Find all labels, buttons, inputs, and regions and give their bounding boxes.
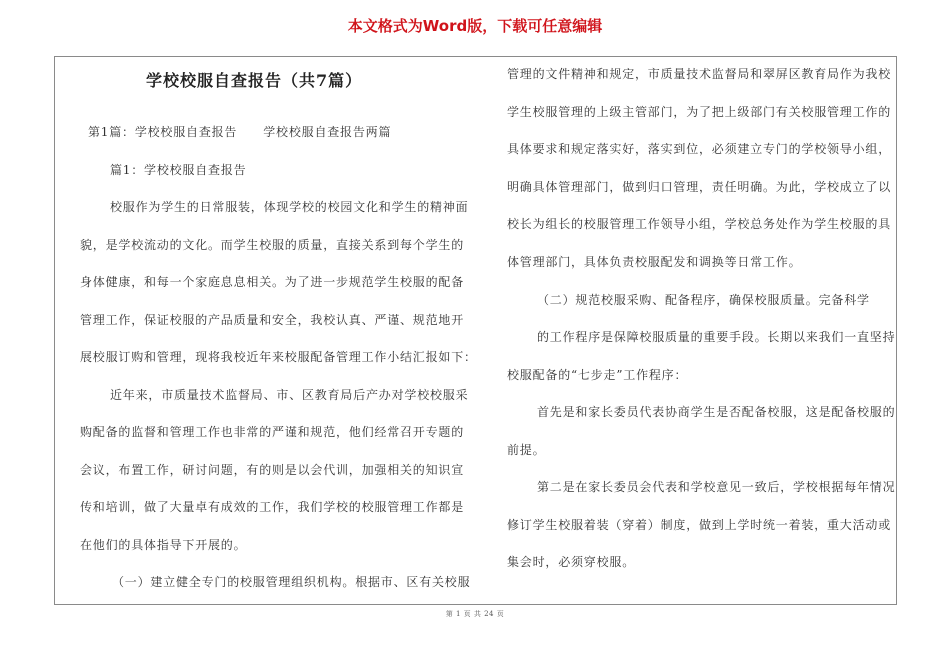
left-line: 貌，是学校流动的文化。而学生校服的质量，直接关系到每个学生的 — [80, 238, 465, 252]
right-line: 的工作程序是保障校服质量的重要手段。长期以来我们一直坚持 — [537, 330, 896, 344]
right-line: 校长为组长的校服管理工作领导小组，学校总务处作为学生校服的具 — [507, 217, 892, 231]
left-line: 近年来，市质量技术监督局、市、区教育局后产办对学校校服采 — [110, 388, 469, 402]
page-footer: 第 1 页 共 24 页 — [445, 610, 505, 618]
left-line: 会议，布置工作，研讨问题，有的则是以会代训，加强相关的知识宣 — [80, 463, 465, 477]
right-line: 修订学生校服着装（穿着）制度，做到上学时统一着装，重大活动或 — [507, 518, 892, 532]
right-line: 第二是在家长委员会代表和学校意见一致后，学校根据每年情况 — [537, 480, 896, 494]
toc-part2: 学校校服自查报告两篇 — [263, 125, 392, 139]
right-line: 具体要求和规定落实好，落实到位，必须建立专门的学校领导小组， — [507, 142, 892, 156]
right-line: 集会时，必须穿校服。 — [507, 555, 636, 569]
right-line: （二）规范校服采购、配备程序，确保校服质量。完备科学 — [537, 293, 870, 307]
right-line: 学生校服管理的上级主管部门，为了把上级部门有关校服管理工作的 — [507, 105, 892, 119]
left-line: （一）建立健全专门的校服管理组织机构。根据市、区有关校服 — [112, 575, 471, 589]
left-line: 购配备的监督和管理工作也非常的严谨和规范，他们经常召开专题的 — [80, 425, 465, 439]
left-line: 身体健康，和每一个家庭息息相关。为了进一步规范学生校服的配备 — [80, 275, 465, 289]
left-line: 管理工作，保证校服的产品质量和安全，我校认真、严谨、规范地开 — [80, 313, 465, 327]
document-title: 学校校服自查报告（共7篇） — [146, 71, 363, 90]
left-line: 传和培训，做了大量卓有成效的工作，我们学校的校服管理工作都是 — [80, 500, 465, 514]
left-line: 在他们的具体指导下开展的。 — [80, 538, 247, 552]
toc-line — [88, 124, 391, 140]
right-line: 校服配备的“七步走”工作程序： — [507, 368, 688, 382]
right-line: 前提。 — [507, 443, 546, 457]
left-line: 篇1：学校校服自查报告 — [110, 163, 247, 177]
word-format-banner: 本文格式为Word版，下载可任意编辑 — [347, 17, 603, 35]
right-line: 首先是和家长委员代表协商学生是否配备校服，这是配备校服的 — [537, 405, 896, 419]
toc-part1: 第1篇：学校校服自查报告 — [88, 125, 238, 139]
left-line: 展校服订购和管理，现将我校近年来校服配备管理工作小结汇报如下： — [80, 350, 477, 364]
right-line: 体管理部门，具体负责校服配发和调换等日常工作。 — [507, 255, 802, 269]
right-line: 管理的文件精神和规定，市质量技术监督局和翠屏区教育局作为我校 — [507, 67, 892, 81]
left-line: 校服作为学生的日常服装，体现学校的校园文化和学生的精神面 — [110, 200, 469, 214]
right-line: 明确具体管理部门，做到归口管理，责任明确。为此，学校成立了以 — [507, 180, 892, 194]
